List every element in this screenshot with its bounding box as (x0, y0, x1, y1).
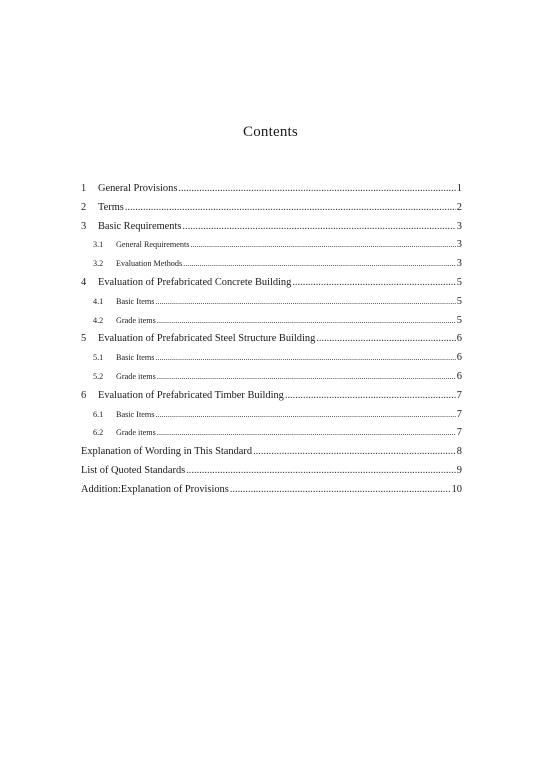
toc-entry[interactable] (81, 180, 462, 199)
toc-entry-number: 3 (81, 220, 87, 232)
toc-entry[interactable] (81, 274, 462, 293)
toc-entry-title: Basic Items (116, 409, 155, 419)
dot-leader (316, 330, 456, 349)
toc-entry-number: 3.1 (93, 240, 104, 250)
toc-entry-page: 7 (456, 427, 462, 439)
toc-entry-page: 5 (456, 314, 462, 326)
toc-entry[interactable] (81, 218, 462, 237)
toc-entry-title: Explanation of Wording in This Standard (81, 446, 253, 458)
toc-entry-page: 5 (456, 276, 462, 288)
toc-subentry[interactable] (81, 312, 462, 331)
toc-entry-page: 9 (456, 464, 462, 476)
toc-entry-title: Addition:Explanation of Provisions (81, 483, 229, 495)
toc-entry-page: 10 (451, 483, 462, 495)
toc-subentry[interactable] (81, 255, 462, 274)
toc-entry-title: Basic Items (116, 296, 155, 306)
dot-leader (157, 312, 456, 331)
toc-entry-number: 4.2 (93, 315, 104, 325)
dot-leader (125, 199, 456, 218)
toc-entry-page: 7 (456, 389, 462, 401)
toc-entry[interactable] (81, 462, 462, 481)
dot-leader (230, 481, 451, 500)
toc-entry-title: General Requirements (116, 240, 190, 250)
dot-leader (155, 406, 455, 425)
toc-entry-title: Grade items (116, 428, 156, 438)
dot-leader (182, 218, 455, 237)
toc-entry-page: 3 (456, 258, 462, 270)
toc-entry-title: Evaluation of Prefabricated Timber Building (98, 389, 284, 401)
toc-entry-number: 5.2 (93, 371, 104, 381)
dot-leader (253, 443, 456, 462)
table-of-contents (81, 180, 462, 500)
toc-entry-page: 6 (456, 333, 462, 345)
dot-leader (183, 255, 456, 274)
dot-leader (157, 368, 456, 387)
toc-entry-page: 3 (456, 220, 462, 232)
toc-entry[interactable] (81, 330, 462, 349)
toc-entry-number: 3.2 (93, 259, 104, 269)
toc-entry-title: Evaluation of Prefabricated Steel Structure Building (98, 333, 316, 345)
toc-subentry[interactable] (81, 349, 462, 368)
dot-leader (155, 293, 455, 312)
toc-entry-page: 8 (456, 446, 462, 458)
toc-subentry[interactable] (81, 236, 462, 255)
toc-entry-page: 1 (456, 183, 462, 194)
toc-entry[interactable] (81, 481, 462, 500)
toc-entry-title: General Provisions (98, 183, 178, 194)
toc-entry-page: 2 (456, 201, 462, 213)
toc-entry-number: 6.2 (93, 428, 104, 438)
dot-leader (285, 387, 456, 406)
toc-entry-number: 4.1 (93, 296, 104, 306)
toc-entry[interactable] (81, 387, 462, 406)
toc-entry-title: Grade items (116, 371, 156, 381)
toc-entry-page: 5 (456, 295, 462, 307)
dot-leader (155, 349, 455, 368)
toc-entry-title: List of Quoted Standards (81, 464, 186, 476)
page-title: Contents (243, 124, 298, 140)
toc-entry-number: 5 (81, 333, 87, 345)
toc-entry-number: 6.1 (93, 409, 104, 419)
toc-entry-number: 2 (81, 201, 87, 213)
toc-entry-title: Basic Requirements (98, 220, 182, 232)
toc-entry[interactable] (81, 443, 462, 462)
dot-leader (157, 424, 456, 443)
toc-entry[interactable] (81, 199, 462, 218)
toc-entry-title: Evaluation Methods (116, 259, 183, 269)
toc-entry-page: 3 (456, 239, 462, 251)
dot-leader (190, 236, 455, 255)
toc-entry-title: Terms (98, 201, 124, 213)
toc-subentry[interactable] (81, 368, 462, 387)
toc-entry-title: Basic Items (116, 353, 155, 363)
toc-entry-page: 6 (456, 352, 462, 364)
dot-leader (292, 274, 455, 293)
toc-entry-title: Grade items (116, 315, 156, 325)
dot-leader (178, 180, 455, 199)
toc-entry-page: 6 (456, 370, 462, 382)
toc-subentry[interactable] (81, 406, 462, 425)
toc-subentry[interactable] (81, 424, 462, 443)
toc-entry-number: 1 (81, 183, 87, 194)
toc-entry-number: 4 (81, 276, 87, 288)
dot-leader (186, 462, 456, 481)
toc-subentry[interactable] (81, 293, 462, 312)
toc-entry-number: 5.1 (93, 353, 104, 363)
toc-entry-title: Evaluation of Prefabricated Concrete Building (98, 276, 292, 288)
toc-entry-number: 6 (81, 389, 87, 401)
toc-entry-page: 7 (456, 408, 462, 420)
